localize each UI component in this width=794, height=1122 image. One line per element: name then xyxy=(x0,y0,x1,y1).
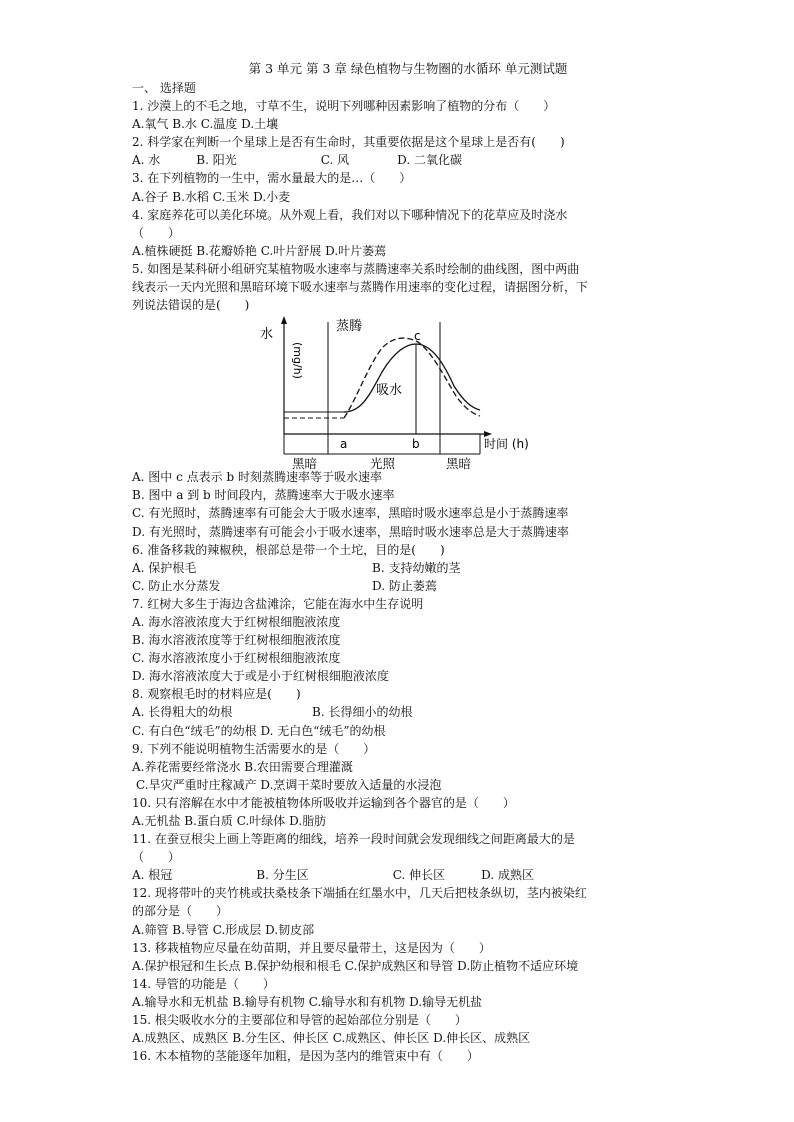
question-12-stem-1: 12. 现将带叶的夹竹桃或扶桑枝条下端插在红墨水中，几天后把枝条纵切，茎内被染红 xyxy=(132,886,587,901)
question-3-options: A.谷子 B.水稻 C.玉米 D.小麦 xyxy=(132,189,291,204)
question-2-options: A. 水 B. 阳光 C. 风 D. 二氧化碳 xyxy=(132,153,462,168)
question-8-options-ab xyxy=(132,703,672,721)
question-9-stem: 9. 下列不能说明植物生活需要水的是（ ） xyxy=(132,741,376,756)
question-13-options: A.保护根冠和生长点 B.保护幼根和根毛 C.保护成熟区和导管 D.防止植物不适应环境 xyxy=(132,958,579,973)
question-4-paren: （ ） xyxy=(132,225,181,240)
question-6-options-ab xyxy=(132,559,672,577)
question-10-options: A.无机盐 B.蛋白质 C.叶绿体 D.脂肪 xyxy=(132,814,327,828)
question-2-stem: 2. 科学家在判断一个星球上是否有生命时，其重要依据是这个星球上是否有( ) xyxy=(132,135,565,150)
question-5-stem-3: 列说法错误的是( ) xyxy=(132,298,250,313)
question-8-option-b: B. 长得细小的幼根 xyxy=(312,705,413,720)
question-5-option-d: D. 有光照时，蒸腾速率有可能会小于吸水速率，黑暗时吸水速率总是大于蒸腾速率 xyxy=(132,524,569,539)
question-6-option-a: A. 保护根毛 xyxy=(132,560,197,575)
question-8-option-a: A. 长得粗大的幼根 xyxy=(132,705,233,720)
question-6-option-c: C. 防止水分蒸发 xyxy=(132,578,221,593)
question-11-stem: 11. 在蚕豆根尖上画上等距离的细线，培养一段时间就会发现细线之间距离最大的是 xyxy=(132,832,575,847)
question-14-stem: 14. 导管的功能是（ ） xyxy=(132,976,275,991)
question-11-paren: （ ） xyxy=(132,850,181,865)
question-7-option-a: A. 海水溶液浓度大于红树根细胞液浓度 xyxy=(132,614,341,629)
question-7-option-b: B. 海水溶液浓度等于红树根细胞液浓度 xyxy=(132,633,341,648)
question-8-options-cd: C. 有白色“绒毛”的幼根 D. 无白色“绒毛”的幼根 xyxy=(132,723,386,738)
absorption-curve xyxy=(344,344,480,412)
question-15-options: A.成熟区、成熟区 B.分生区、伸长区 C.成熟区、伸长区 D.伸长区、成熟区 xyxy=(132,1031,531,1046)
question-10-stem: 10. 只有溶解在水中才能被植物体所吸收并运输到各个器官的是（ ） xyxy=(132,795,515,810)
question-11-options: A. 根冠 B. 分生区 C. 伸长区 D. 成熟区 xyxy=(132,868,534,883)
question-4-stem: 4. 家庭养花可以美化环境。从外观上看，我们对以下哪种情况下的花草应及时浇水 xyxy=(132,207,568,222)
question-12-stem-2: 的部分是（ ） xyxy=(132,904,229,919)
question-5-option-b: B. 图中 a 到 b 时间段内，蒸腾速率大于吸水速率 xyxy=(132,488,395,503)
section-heading: 一、 选择题 xyxy=(132,81,196,95)
water-curve-figure xyxy=(132,314,672,472)
question-15-stem: 15. 根尖吸收水分的主要部位和导管的起始部位分别是（ ） xyxy=(132,1013,467,1028)
point-b-label: b xyxy=(412,437,420,452)
transpiration-curve xyxy=(344,338,480,418)
question-9-options-ab: A.养花需要经常浇水 B.农田需要合理灌溉 xyxy=(132,759,353,774)
y-label-main: 水 xyxy=(260,327,274,343)
question-6-option-b: B. 支持幼嫩的茎 xyxy=(372,560,461,575)
question-4-options: A.植株硬挺 B.花瓣娇艳 C.叶片舒展 D.叶片萎蔫 xyxy=(132,243,387,258)
y-label-unit: (mg/h) xyxy=(291,342,304,380)
x-axis-label: 时间 (h) xyxy=(484,437,529,452)
question-7-option-c: C. 海水溶液浓度小于红树根细胞液浓度 xyxy=(132,651,341,666)
question-13-stem: 13. 移栽植物应尽量在幼苗期，并且要尽量带土，这是因为（ ） xyxy=(132,940,491,955)
question-6-option-d: D. 防止萎蔫 xyxy=(372,578,437,593)
question-6-stem: 6. 准备移栽的辣椒秧，根部总是带一个土坨，目的是( ) xyxy=(132,542,445,557)
segment-dark-1: 黑暗 xyxy=(292,456,318,472)
question-16-stem: 16. 木本植物的茎能逐年加粗，是因为茎内的维管束中有（ ） xyxy=(132,1049,479,1064)
question-1-options: A.氧气 B.水 C.温度 D.土壤 xyxy=(132,117,279,132)
question-1-stem: 1. 沙漠上的不毛之地，寸草不生，说明下列哪种因素影响了植物的分布（ ） xyxy=(132,99,556,114)
question-7-option-d: D. 海水溶液浓度大于或是小于红树根细胞液浓度 xyxy=(132,669,389,684)
question-3-stem: 3. 在下列植物的一生中，需水量最大的是…（ ） xyxy=(132,171,412,186)
figure-svg xyxy=(132,314,672,472)
segment-light: 光照 xyxy=(370,456,396,472)
absorption-label: 吸水 xyxy=(376,383,403,399)
question-5-stem-1: 5. 如图是某科研小组研究某植物吸水速率与蒸腾速率关系时绘制的曲线图，图中两曲 xyxy=(132,261,580,276)
question-9-options-cd: C.旱灾严重时庄稼减产 D.烹调干菜时要放入适量的水浸泡 xyxy=(136,777,442,792)
question-8-stem: 8. 观察根毛时的材料应是( ) xyxy=(132,687,301,702)
segment-dark-2: 黑暗 xyxy=(446,456,472,472)
question-14-options: A.输导水和无机盐 B.输导有机物 C.输导水和有机物 D.输导无机盐 xyxy=(132,994,483,1009)
question-5-option-a: A. 图中 c 点表示 b 时刻蒸腾速率等于吸水速率 xyxy=(132,470,382,485)
question-6-options-cd xyxy=(132,577,672,595)
y-axis-arrow xyxy=(281,316,287,324)
point-a-label: a xyxy=(340,437,348,452)
question-7-stem: 7. 红树大多生于海边含盐滩涂，它能在海水中生存说明 xyxy=(132,596,424,611)
transpiration-label: 蒸腾 xyxy=(336,319,363,335)
question-5-option-c: C. 有光照时，蒸腾速率有可能会大于吸水速率，黑暗时吸水速率总是小于蒸腾速率 xyxy=(132,506,569,521)
question-12-options: A.筛管 B.导管 C.形成层 D.韧皮部 xyxy=(132,922,315,937)
page-title: 第 3 单元 第 3 章 绿色植物与生物圈的水循环 单元测试题 xyxy=(248,61,568,76)
point-c-label: c xyxy=(414,329,421,344)
exam-content xyxy=(132,60,672,1065)
question-5-stem-2: 线表示一天内光照和黑暗环境下吸水速率与蒸腾作用速率的变化过程，请据图分析，下 xyxy=(132,280,589,295)
